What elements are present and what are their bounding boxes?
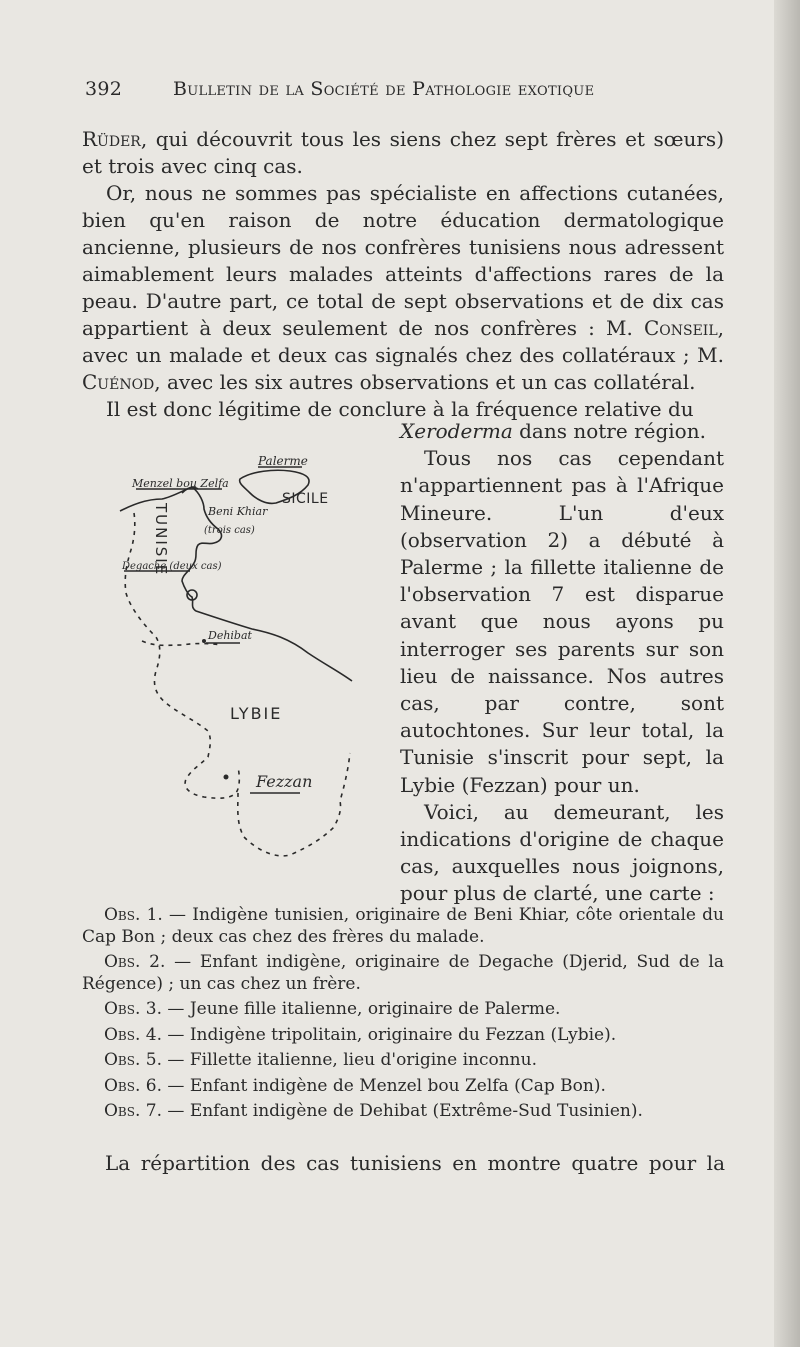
label-trois-cas: (trois cas) (204, 525, 255, 536)
observation-label: Obs. 3. (104, 999, 163, 1019)
paragraph-ruder (82, 126, 724, 180)
observation-6 (82, 1076, 724, 1098)
western-border (125, 513, 239, 798)
observation-text: — Indigène tunisien, originaire de Beni Khiar, côte orientale du Cap Bon ; deux cas chez des frères du malade. (82, 905, 724, 947)
map-tunisia-libya (112, 447, 358, 867)
label-sicile: SICILE (282, 491, 329, 507)
observation-2 (82, 952, 724, 995)
observation-text: — Enfant indigène, originaire de Degache (Djerid, Sud de la Régence) ; un cas chez un frère. (82, 952, 724, 994)
paragraph-indications: Voici, au demeurant, les indications d'origine de chaque cas, auxquelles nous joignons, pour plus de clarté, une carte : (400, 799, 724, 906)
author-ruder: Rüder, (82, 127, 148, 151)
right-column-text (400, 418, 724, 908)
paragraph-specialist-a: Or, nous ne sommes pas spécialiste en affections cutanées, bien qu'en raison de notre éducation dermatologique ancienne, plusieurs de nos confrères tunisiens nous adressent aimablement leurs malades atteints d'affections rares de la peau. D'autre part, ce total de sept observations et de dix cas appartient à deux seulement de nos confrères : M. (82, 181, 724, 340)
observation-label: Obs. 2. (104, 952, 166, 972)
label-dehibat: Dehibat (208, 629, 252, 642)
page-number: 392 (85, 78, 123, 100)
observation-text: — Enfant indigène de Menzel bou Zelfa (Cap Bon). (162, 1075, 606, 1096)
fezzan-dot (224, 775, 229, 780)
observation-text: — Fillette italienne, lieu d'origine inconnu. (162, 1050, 537, 1070)
observation-text: — Indigène tripolitain, originaire du Fezzan (Lybie). (162, 1024, 617, 1045)
label-beni-khiar: Beni Khiar (208, 505, 268, 518)
label-lybie: LYBIE (230, 704, 283, 723)
label-menzel: Menzel bou Zelfa (132, 477, 229, 490)
observation-7 (82, 1101, 724, 1123)
label-palerme: Palerme (258, 454, 308, 468)
paragraph-conclusion-text: Il est donc légitime de conclure à la fréquence relative du (106, 397, 694, 421)
observation-1 (82, 905, 724, 948)
observation-label: Obs. 5. (104, 1050, 163, 1070)
xeroderma-line-rest: dans notre région. (512, 419, 706, 443)
paragraph-specialist-b: avec un malade et deux cas signalés chez des collatéraux ; M. (82, 343, 724, 367)
paragraph-specialist-c: avec les six autres observations et un cas collatéral. (160, 370, 696, 394)
paragraph-cases: Tous nos cas cependant n'appartiennent pas à l'Afrique Mineure. L'un d'eux (observation 2) a débuté à Palerme ; la fillette italienne de l'observation 7 est disparue avant que nous ayons pu interroger ses parents sur son lieu de naissance. Nos autres cas, par contre, sont autochtones. Sur leur total, la Tunisie s'inscrit pour sept, la Lybie (Fezzan) pour un. (400, 446, 724, 797)
name-conseil: Conseil, (643, 316, 724, 340)
observation-5 (82, 1050, 724, 1072)
observation-label: Obs. 4. (104, 1024, 163, 1045)
observation-label: Obs. 6. (104, 1075, 163, 1096)
paragraph-repartition: La répartition des cas tunisiens en montre quatre pour la (105, 1151, 725, 1175)
label-degache: Degache (deux cas) (122, 561, 222, 572)
southern-border (238, 753, 350, 856)
xeroderma-line (400, 418, 724, 445)
paragraph-specialist (82, 180, 724, 396)
journal-title: Bulletin de la Société de Pathologie exotique (173, 78, 595, 100)
page-edge-shadow (774, 0, 800, 1347)
observation-text: — Enfant indigène de Dehibat (Extrême-Sud Tusinien). (162, 1101, 643, 1121)
paragraph-ruder-text: qui découvrit tous les siens chez sept frères et sœurs) et trois avec cinq cas. (82, 127, 724, 178)
observation-3 (82, 999, 724, 1021)
name-cuenod: Cuénod, (82, 370, 161, 394)
observation-text: — Jeune fille italienne, originaire de Palerme. (162, 999, 561, 1019)
running-header (85, 78, 725, 104)
label-tunisie: TUNISIE (152, 503, 170, 577)
label-fezzan: Fezzan (256, 772, 313, 791)
observations-list (82, 905, 724, 1127)
observation-label: Obs. 1. (104, 905, 163, 925)
observation-4 (82, 1025, 724, 1047)
dehibat-dot (202, 639, 206, 643)
xeroderma-term: Xeroderma (400, 419, 513, 443)
observation-label: Obs. 7. (104, 1101, 163, 1121)
